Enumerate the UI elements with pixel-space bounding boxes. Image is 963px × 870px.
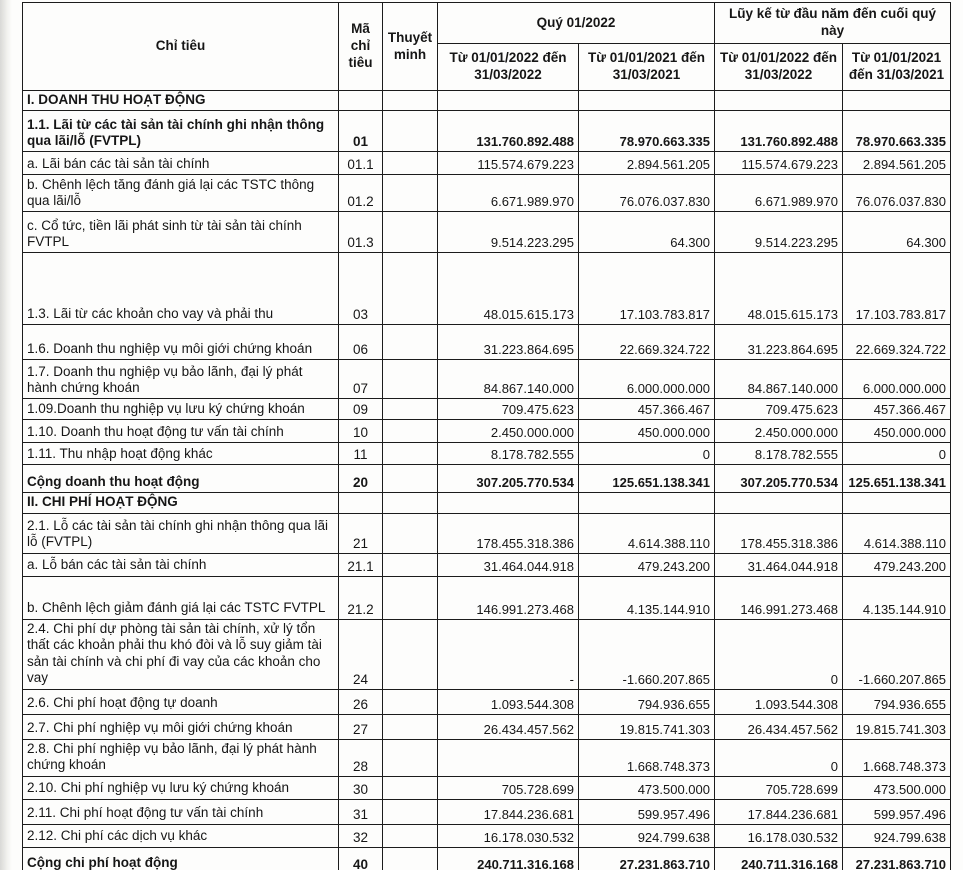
row-label-cell: 2.4. Chi phí dự phòng tài sản tài chính, xử lý tổn thất các khoản phải thu khó đòi và lỗ suy giảm tài sản tài chính và chi phí đi vay của các khoản cho vay [23,619,339,689]
row-label-cell: b. Chênh lệch tăng đánh giá lại các TSTC thông qua lãi/lỗ [23,175,339,212]
value-cell-q1-2021: 4.614.388.110 [579,513,715,553]
value-cell-ytd-2022: 8.178.782.555 [715,443,843,465]
table-row [23,399,951,420]
value-cell-q1-2022: 26.434.457.562 [438,714,579,739]
column-header-label: Chỉ tiêu [23,3,339,91]
value-cell-q1-2021: 479.243.200 [579,553,715,576]
value-cell-ytd-2022 [715,91,843,111]
row-label-cell: 2.6. Chi phí hoạt động tự doanh [23,689,339,714]
value-cell-q1-2021: 599.957.496 [579,799,715,824]
value-cell-ytd-2022: 0 [715,619,843,689]
value-cell-q1-2021: 450.000.000 [579,420,715,443]
value-cell-q1-2022: 1.093.544.308 [438,689,579,714]
value-cell-q1-2021: 0 [579,443,715,465]
row-note-cell [383,513,438,553]
row-note-cell [383,212,438,253]
value-cell-ytd-2022: 16.178.030.532 [715,824,843,847]
value-cell-q1-2021: -1.660.207.865 [579,619,715,689]
row-label-cell: 1.7. Doanh thu nghiệp vụ bảo lãnh, đại lý phát hành chứng khoán [23,360,339,399]
value-cell-ytd-2022: 146.991.273.468 [715,576,843,619]
value-cell-q1-2022: 48.015.615.173 [438,253,579,325]
value-cell-q1-2021: 1.668.748.373 [579,739,715,776]
value-cell-q1-2022: 146.991.273.468 [438,576,579,619]
report-table-body [23,91,951,870]
row-label-cell: 2.11. Chi phí hoạt động tư vấn tài chính [23,799,339,824]
value-cell-ytd-2022: 115.574.679.223 [715,152,843,175]
row-label-cell: 2.8. Chi phí nghiệp vụ bảo lãnh, đại lý phát hành chứng khoán [23,739,339,776]
row-label-cell: Cộng chi phí hoạt động [23,847,339,870]
row-code-cell: 31 [339,799,383,824]
row-label-cell: 1.3. Lãi từ các khoản cho vay và phải thu [23,253,339,325]
value-cell-q1-2022: 240.711.316.168 [438,847,579,870]
row-note-cell [383,420,438,443]
value-cell-ytd-2022: 240.711.316.168 [715,847,843,870]
row-code-cell: 27 [339,714,383,739]
scan-edge-shadow [0,0,12,870]
table-row [23,360,951,399]
value-cell-ytd-2021: 457.366.467 [843,399,951,420]
row-label-cell: 1.1. Lãi từ các tài sản tài chính ghi nhận thông qua lãi/lỗ (FVTPL) [23,111,339,152]
column-header-q1-2021: Từ 01/01/2021 đến 31/03/2021 [579,44,715,91]
row-code-cell: 40 [339,847,383,870]
value-cell-q1-2021: 22.669.324.722 [579,325,715,360]
value-cell-q1-2022: 31.223.864.695 [438,325,579,360]
row-label-cell: II. CHI PHÍ HOẠT ĐỘNG [23,493,339,513]
value-cell-q1-2022: 16.178.030.532 [438,824,579,847]
column-group-ytd: Lũy kế từ đầu năm đến cuối quý này [715,3,951,44]
value-cell-q1-2022: 8.178.782.555 [438,443,579,465]
row-note-cell [383,739,438,776]
table-row [23,847,951,870]
row-code-cell: 20 [339,465,383,493]
value-cell-ytd-2022: 31.223.864.695 [715,325,843,360]
row-label-cell: 1.6. Doanh thu nghiệp vụ môi giới chứng khoán [23,325,339,360]
value-cell-ytd-2021: 19.815.741.303 [843,714,951,739]
value-cell-ytd-2021: 1.668.748.373 [843,739,951,776]
value-cell-q1-2021: 473.500.000 [579,776,715,799]
column-header-ytd-2021: Từ 01/01/2021 đến 31/03/2021 [843,44,951,91]
row-label-cell: 2.1. Lỗ các tài sản tài chính ghi nhận thông qua lãi lỗ (FVTPL) [23,513,339,553]
row-label-cell: a. Lỗ bán các tài sản tài chính [23,553,339,576]
row-note-cell [383,253,438,325]
row-note-cell [383,824,438,847]
table-row [23,619,951,689]
row-note-cell [383,619,438,689]
value-cell-ytd-2021: 479.243.200 [843,553,951,576]
value-cell-q1-2022: 84.867.140.000 [438,360,579,399]
value-cell-ytd-2022 [715,493,843,513]
row-code-cell [339,91,383,111]
row-note-cell [383,175,438,212]
header-group-row [23,3,951,44]
value-cell-ytd-2021: 64.300 [843,212,951,253]
value-cell-q1-2022: 709.475.623 [438,399,579,420]
value-cell-q1-2022: 31.464.044.918 [438,553,579,576]
value-cell-q1-2022: 115.574.679.223 [438,152,579,175]
table-row [23,420,951,443]
value-cell-q1-2022 [438,493,579,513]
value-cell-ytd-2021: 794.936.655 [843,689,951,714]
row-code-cell: 10 [339,420,383,443]
table-row [23,776,951,799]
table-row [23,175,951,212]
row-note-cell [383,360,438,399]
row-label-cell: 2.7. Chi phí nghiệp vụ môi giới chứng khoán [23,714,339,739]
table-row [23,325,951,360]
column-header-note: Thuyết minh [383,3,438,91]
row-note-cell [383,325,438,360]
value-cell-ytd-2021 [843,493,951,513]
row-note-cell [383,111,438,152]
row-note-cell [383,152,438,175]
value-cell-ytd-2022: 0 [715,739,843,776]
row-note-cell [383,799,438,824]
table-row [23,576,951,619]
value-cell-ytd-2022: 131.760.892.488 [715,111,843,152]
value-cell-ytd-2021: 0 [843,443,951,465]
value-cell-ytd-2022: 2.450.000.000 [715,420,843,443]
value-cell-ytd-2021: 27.231.863.710 [843,847,951,870]
value-cell-q1-2021 [579,493,715,513]
value-cell-q1-2022: 131.760.892.488 [438,111,579,152]
value-cell-q1-2021: 17.103.783.817 [579,253,715,325]
table-row [23,513,951,553]
column-group-quarter: Quý 01/2022 [438,3,715,44]
value-cell-ytd-2022: 9.514.223.295 [715,212,843,253]
value-cell-ytd-2021: 924.799.638 [843,824,951,847]
row-note-cell [383,776,438,799]
row-code-cell: 01.3 [339,212,383,253]
value-cell-q1-2021: 64.300 [579,212,715,253]
value-cell-q1-2022: 9.514.223.295 [438,212,579,253]
row-note-cell [383,689,438,714]
value-cell-q1-2022: - [438,619,579,689]
row-code-cell: 21.2 [339,576,383,619]
row-code-cell: 21 [339,513,383,553]
income-statement-table [22,2,951,870]
column-header-q1-2022: Từ 01/01/2022 đến 31/03/2022 [438,44,579,91]
row-note-cell [383,465,438,493]
value-cell-ytd-2022: 307.205.770.534 [715,465,843,493]
value-cell-ytd-2022: 1.093.544.308 [715,689,843,714]
row-code-cell: 24 [339,619,383,689]
row-label-cell: 1.10. Doanh thu hoạt động tư vấn tài chính [23,420,339,443]
row-label-cell: 2.12. Chi phí các dịch vụ khác [23,824,339,847]
row-label-cell: a. Lãi bán các tài sản tài chính [23,152,339,175]
table-row [23,824,951,847]
row-note-cell [383,553,438,576]
table-row [23,553,951,576]
row-code-cell: 06 [339,325,383,360]
value-cell-q1-2021: 2.894.561.205 [579,152,715,175]
value-cell-q1-2021: 457.366.467 [579,399,715,420]
row-label-cell: 1.11. Thu nhập hoạt động khác [23,443,339,465]
value-cell-ytd-2022: 26.434.457.562 [715,714,843,739]
value-cell-ytd-2022: 178.455.318.386 [715,513,843,553]
value-cell-ytd-2021: -1.660.207.865 [843,619,951,689]
value-cell-q1-2021: 4.135.144.910 [579,576,715,619]
value-cell-ytd-2021: 76.076.037.830 [843,175,951,212]
table-row [23,799,951,824]
table-row [23,91,951,111]
row-code-cell [339,493,383,513]
row-label-cell: 1.09.Doanh thu nghiệp vụ lưu ký chứng khoán [23,399,339,420]
value-cell-ytd-2021: 450.000.000 [843,420,951,443]
value-cell-ytd-2022: 31.464.044.918 [715,553,843,576]
row-note-cell [383,576,438,619]
value-cell-ytd-2021: 2.894.561.205 [843,152,951,175]
value-cell-q1-2022: 17.844.236.681 [438,799,579,824]
value-cell-ytd-2021: 22.669.324.722 [843,325,951,360]
value-cell-ytd-2021: 4.135.144.910 [843,576,951,619]
column-header-ytd-2022: Từ 01/01/2022 đến 31/03/2022 [715,44,843,91]
table-row [23,493,951,513]
table-row [23,739,951,776]
value-cell-q1-2021: 6.000.000.000 [579,360,715,399]
table-row [23,443,951,465]
value-cell-ytd-2022: 6.671.989.970 [715,175,843,212]
table-header [23,3,951,91]
value-cell-ytd-2021: 599.957.496 [843,799,951,824]
value-cell-q1-2022 [438,739,579,776]
row-label-cell: c. Cổ tức, tiền lãi phát sinh từ tài sản tài chính FVTPL [23,212,339,253]
row-note-cell [383,493,438,513]
value-cell-ytd-2021: 78.970.663.335 [843,111,951,152]
value-cell-ytd-2022: 48.015.615.173 [715,253,843,325]
value-cell-q1-2021: 27.231.863.710 [579,847,715,870]
row-code-cell: 01.1 [339,152,383,175]
value-cell-q1-2022 [438,91,579,111]
row-label-cell: I. DOANH THU HOẠT ĐỘNG [23,91,339,111]
value-cell-q1-2022: 705.728.699 [438,776,579,799]
row-note-cell [383,91,438,111]
row-note-cell [383,847,438,870]
row-code-cell: 26 [339,689,383,714]
value-cell-q1-2021: 78.970.663.335 [579,111,715,152]
value-cell-q1-2022: 307.205.770.534 [438,465,579,493]
table-row [23,111,951,152]
value-cell-q1-2021 [579,91,715,111]
row-code-cell: 21.1 [339,553,383,576]
row-note-cell [383,399,438,420]
value-cell-ytd-2022: 705.728.699 [715,776,843,799]
row-code-cell: 03 [339,253,383,325]
value-cell-ytd-2021: 4.614.388.110 [843,513,951,553]
value-cell-ytd-2021: 125.651.138.341 [843,465,951,493]
value-cell-ytd-2022: 709.475.623 [715,399,843,420]
row-code-cell: 11 [339,443,383,465]
table-row [23,212,951,253]
row-code-cell: 01 [339,111,383,152]
row-code-cell: 01.2 [339,175,383,212]
row-label-cell: b. Chênh lệch giảm đánh giá lại các TSTC FVTPL [23,576,339,619]
row-label-cell: 2.10. Chi phí nghiệp vụ lưu ký chứng khoán [23,776,339,799]
row-code-cell: 32 [339,824,383,847]
value-cell-ytd-2022: 17.844.236.681 [715,799,843,824]
value-cell-q1-2021: 19.815.741.303 [579,714,715,739]
value-cell-q1-2022: 6.671.989.970 [438,175,579,212]
table-row [23,689,951,714]
value-cell-q1-2022: 178.455.318.386 [438,513,579,553]
value-cell-q1-2022: 2.450.000.000 [438,420,579,443]
row-code-cell: 09 [339,399,383,420]
row-code-cell: 07 [339,360,383,399]
value-cell-ytd-2021: 6.000.000.000 [843,360,951,399]
table-row [23,465,951,493]
value-cell-ytd-2021: 17.103.783.817 [843,253,951,325]
value-cell-ytd-2021: 473.500.000 [843,776,951,799]
row-note-cell [383,714,438,739]
value-cell-q1-2021: 794.936.655 [579,689,715,714]
value-cell-q1-2021: 924.799.638 [579,824,715,847]
table-row [23,152,951,175]
table-row [23,714,951,739]
row-code-cell: 30 [339,776,383,799]
row-label-cell: Cộng doanh thu hoạt động [23,465,339,493]
row-code-cell: 28 [339,739,383,776]
value-cell-q1-2021: 76.076.037.830 [579,175,715,212]
value-cell-q1-2021: 125.651.138.341 [579,465,715,493]
column-header-code: Mã chỉ tiêu [339,3,383,91]
value-cell-ytd-2021 [843,91,951,111]
row-note-cell [383,443,438,465]
value-cell-ytd-2022: 84.867.140.000 [715,360,843,399]
table-row [23,253,951,325]
